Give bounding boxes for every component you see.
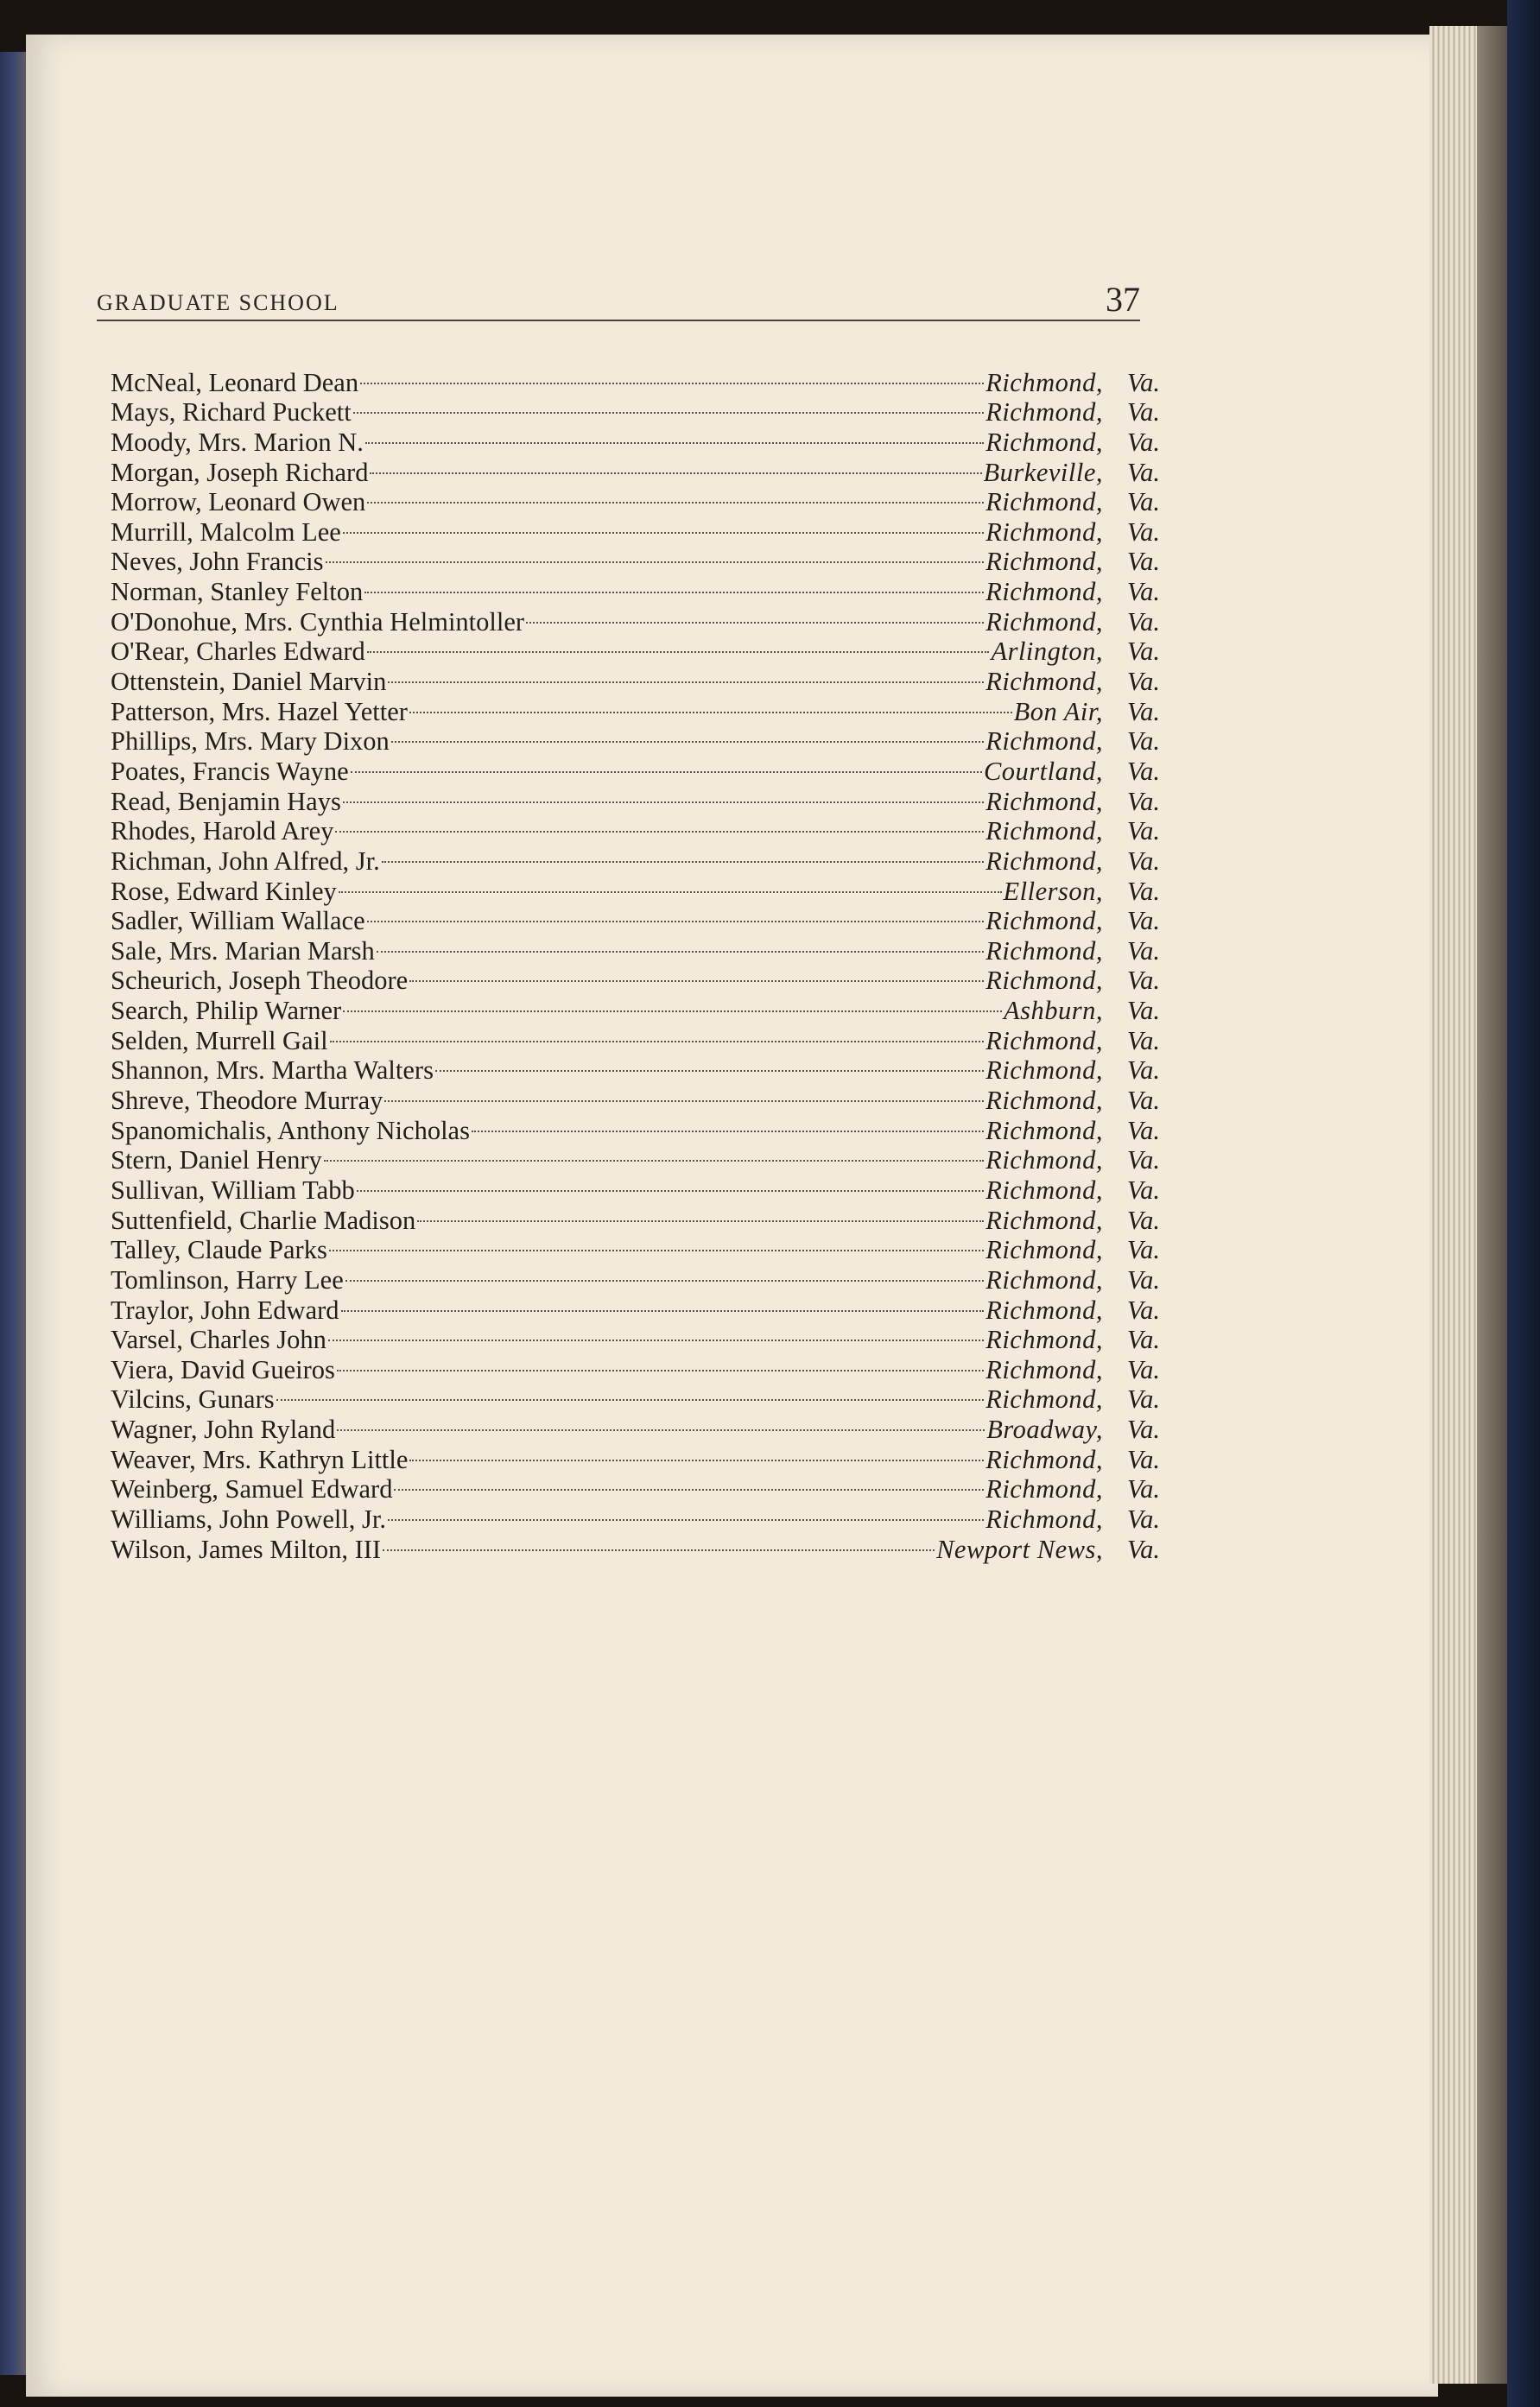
- hometown-city: Richmond,: [985, 1086, 1103, 1116]
- dot-leader: [333, 810, 985, 840]
- student-name: Mays, Richard Puckett: [111, 397, 352, 428]
- hometown-state: Va.: [1126, 1534, 1160, 1564]
- hometown-city: Richmond,: [985, 577, 1103, 607]
- hometown-state: Va.: [1126, 1474, 1160, 1504]
- student-name: Poates, Francis Wayne: [111, 756, 349, 786]
- dot-leader: [335, 1408, 986, 1438]
- student-name: Ottenstein, Daniel Marvin: [111, 667, 387, 697]
- dot-leader: [365, 481, 985, 511]
- hometown-city: Richmond,: [985, 1115, 1103, 1145]
- student-name: Spanomichalis, Anthony Nicholas: [111, 1115, 470, 1145]
- hometown-state: Va.: [1126, 1444, 1160, 1474]
- hometown-state: Va.: [1126, 726, 1160, 757]
- student-name: Phillips, Mrs. Mary Dixon: [111, 726, 390, 757]
- student-name: Wilson, James Milton, III: [111, 1534, 382, 1564]
- dot-leader: [375, 929, 985, 960]
- student-name: Morrow, Leonard Owen: [111, 487, 366, 517]
- hometown-city: Richmond,: [985, 935, 1103, 966]
- hometown-state: Va.: [1126, 577, 1160, 607]
- hometown-state: Va.: [1126, 397, 1160, 428]
- student-name: McNeal, Leonard Dean: [111, 367, 359, 397]
- hometown-state: Va.: [1126, 1235, 1160, 1265]
- student-name: Suttenfield, Charlie Madison: [111, 1205, 416, 1235]
- hometown-city: Ashburn,: [1004, 996, 1103, 1026]
- hometown-city: Richmond,: [985, 1444, 1103, 1474]
- hometown-state: Va.: [1126, 1504, 1160, 1534]
- hometown-city: Richmond,: [985, 516, 1103, 547]
- student-name: Traylor, John Edward: [111, 1295, 339, 1325]
- hometown-city: Richmond,: [985, 427, 1103, 457]
- hometown-city: Richmond,: [985, 1205, 1103, 1235]
- student-name: Moody, Mrs. Marion N.: [111, 427, 364, 457]
- dot-leader: [335, 1348, 985, 1378]
- student-name: Morgan, Joseph Richard: [111, 457, 369, 487]
- hometown-state: Va.: [1126, 966, 1160, 996]
- hometown-city: Richmond,: [985, 1325, 1103, 1355]
- hometown-state: Va.: [1126, 876, 1160, 906]
- student-name: Sullivan, William Tabb: [111, 1175, 355, 1205]
- student-name: Talley, Claude Parks: [111, 1235, 327, 1265]
- student-directory-list: [111, 361, 1160, 1564]
- student-name: Viera, David Gueiros: [111, 1354, 335, 1384]
- student-name: Williams, John Powell, Jr.: [111, 1504, 387, 1534]
- dot-leader: [380, 839, 985, 870]
- dot-leader: [408, 690, 1014, 720]
- hometown-state: Va.: [1126, 1055, 1160, 1086]
- student-name: Tomlinson, Harry Lee: [111, 1264, 344, 1295]
- hometown-state: Va.: [1126, 1205, 1160, 1235]
- dot-leader: [341, 989, 1004, 1019]
- dot-leader: [383, 1079, 985, 1109]
- dot-leader: [386, 1498, 985, 1528]
- dot-leader: [386, 660, 985, 690]
- student-name: O'Donohue, Mrs. Cynthia Helmintoller: [111, 606, 525, 637]
- directory-entry: [111, 361, 1160, 397]
- student-name: Sale, Mrs. Marian Marsh: [111, 935, 375, 966]
- student-name: Weinberg, Samuel Edward: [111, 1474, 393, 1504]
- dot-leader: [368, 451, 983, 481]
- student-name: Richman, John Alfred, Jr.: [111, 846, 380, 876]
- hometown-city: Richmond,: [985, 816, 1103, 846]
- hometown-city: Richmond,: [985, 397, 1103, 428]
- hometown-city: Richmond,: [985, 786, 1103, 816]
- hometown-city: Richmond,: [985, 547, 1103, 577]
- student-name: Varsel, Charles John: [111, 1325, 326, 1355]
- running-header: [97, 276, 1140, 320]
- hometown-city: Richmond,: [985, 1354, 1103, 1384]
- hometown-state: Va.: [1126, 1115, 1160, 1145]
- hometown-city: Richmond,: [985, 1145, 1103, 1175]
- hometown-city: Richmond,: [985, 726, 1103, 757]
- student-name: Rhodes, Harold Arey: [111, 816, 334, 846]
- hometown-state: Va.: [1126, 1415, 1160, 1445]
- hometown-city: Broadway,: [986, 1415, 1103, 1445]
- hometown-state: Va.: [1126, 1025, 1160, 1055]
- dot-leader: [337, 870, 1004, 900]
- student-name: Sadler, William Wallace: [111, 906, 365, 936]
- student-name: Stern, Daniel Henry: [111, 1145, 322, 1175]
- dot-leader: [392, 1468, 985, 1498]
- dot-leader: [390, 720, 985, 751]
- student-name: Scheurich, Joseph Theodore: [111, 966, 409, 996]
- dot-leader: [341, 510, 985, 541]
- student-name: Shannon, Mrs. Martha Walters: [111, 1055, 434, 1086]
- hometown-city: Richmond,: [985, 1295, 1103, 1325]
- hometown-city: Richmond,: [985, 606, 1103, 637]
- hometown-city: Bon Air,: [1013, 696, 1103, 726]
- section-title: GRADUATE SCHOOL: [97, 290, 339, 315]
- hometown-state: Va.: [1126, 1145, 1160, 1175]
- student-name: Murrill, Malcolm Lee: [111, 516, 341, 547]
- hometown-state: Va.: [1126, 696, 1160, 726]
- dot-leader: [408, 1438, 985, 1468]
- student-name: Shreve, Theodore Murray: [111, 1086, 383, 1116]
- hometown-city: Richmond,: [985, 1384, 1103, 1415]
- dot-leader: [363, 570, 985, 600]
- hometown-state: Va.: [1126, 516, 1160, 547]
- dot-leader: [349, 750, 984, 780]
- hometown-state: Va.: [1126, 935, 1160, 966]
- hometown-city: Richmond,: [985, 1025, 1103, 1055]
- student-name: Rose, Edward Kinley: [111, 876, 337, 906]
- hometown-state: Va.: [1126, 786, 1160, 816]
- dot-leader: [341, 780, 985, 810]
- dot-leader: [327, 1229, 985, 1259]
- hometown-state: Va.: [1126, 667, 1160, 697]
- hometown-state: Va.: [1126, 906, 1160, 936]
- page-number: 37: [1106, 280, 1140, 319]
- hometown-city: Richmond,: [985, 667, 1103, 697]
- student-name: Wagner, John Ryland: [111, 1415, 336, 1445]
- right-cover-edge: [1507, 0, 1540, 2407]
- hometown-city: Richmond,: [985, 1055, 1103, 1086]
- dot-leader: [381, 1528, 936, 1558]
- dot-leader: [352, 391, 986, 421]
- student-name: O'Rear, Charles Edward: [111, 637, 365, 667]
- student-name: Patterson, Mrs. Hazel Yetter: [111, 696, 408, 726]
- dot-leader: [365, 900, 986, 930]
- student-name: Selden, Murrell Gail: [111, 1025, 328, 1055]
- hometown-state: Va.: [1126, 756, 1160, 786]
- hometown-state: Va.: [1126, 427, 1160, 457]
- dot-leader: [355, 1169, 985, 1199]
- student-name: Norman, Stanley Felton: [111, 577, 364, 607]
- dot-leader: [524, 600, 985, 630]
- hometown-city: Richmond,: [985, 487, 1103, 517]
- dot-leader: [408, 960, 985, 990]
- hometown-state: Va.: [1126, 816, 1160, 846]
- student-name: Read, Benjamin Hays: [111, 786, 341, 816]
- header-rule: [97, 320, 1140, 321]
- hometown-city: Richmond,: [985, 1235, 1103, 1265]
- hometown-city: Arlington,: [991, 637, 1103, 667]
- dot-leader: [339, 1289, 986, 1319]
- student-name: Neves, John Francis: [111, 547, 324, 577]
- hometown-city: Richmond,: [985, 1504, 1103, 1534]
- hometown-city: Richmond,: [985, 1175, 1103, 1205]
- hometown-city: Courtland,: [983, 756, 1103, 786]
- hometown-state: Va.: [1126, 1264, 1160, 1295]
- hometown-city: Richmond,: [985, 1474, 1103, 1504]
- dot-leader: [328, 1019, 986, 1049]
- hometown-state: Va.: [1126, 846, 1160, 876]
- hometown-state: Va.: [1126, 367, 1160, 397]
- student-name: Vilcins, Gunars: [111, 1384, 275, 1415]
- hometown-city: Richmond,: [985, 906, 1103, 936]
- dot-leader: [470, 1109, 985, 1139]
- hometown-state: Va.: [1126, 457, 1160, 487]
- dot-leader: [434, 1049, 985, 1080]
- dot-leader: [275, 1378, 986, 1409]
- dot-leader: [365, 630, 992, 661]
- student-name: Search, Philip Warner: [111, 996, 342, 1026]
- hometown-state: Va.: [1126, 1354, 1160, 1384]
- hometown-city: Richmond,: [985, 846, 1103, 876]
- hometown-city: Richmond,: [985, 367, 1103, 397]
- dot-leader: [322, 1139, 985, 1169]
- dot-leader: [415, 1199, 985, 1229]
- hometown-state: Va.: [1126, 1384, 1160, 1415]
- hometown-state: Va.: [1126, 1175, 1160, 1205]
- dot-leader: [358, 361, 985, 391]
- dot-leader: [364, 421, 985, 451]
- hometown-city: Newport News,: [936, 1534, 1103, 1564]
- dot-leader: [326, 1319, 985, 1349]
- student-name: Weaver, Mrs. Kathryn Little: [111, 1444, 409, 1474]
- hometown-state: Va.: [1126, 996, 1160, 1026]
- hometown-state: Va.: [1126, 1295, 1160, 1325]
- hometown-state: Va.: [1126, 1086, 1160, 1116]
- hometown-state: Va.: [1126, 1325, 1160, 1355]
- dot-leader: [344, 1258, 985, 1289]
- hometown-state: Va.: [1126, 606, 1160, 637]
- hometown-state: Va.: [1126, 637, 1160, 667]
- hometown-state: Va.: [1126, 487, 1160, 517]
- hometown-state: Va.: [1126, 547, 1160, 577]
- hometown-city: Burkeville,: [983, 457, 1103, 487]
- hometown-city: Richmond,: [985, 966, 1103, 996]
- hometown-city: Ellerson,: [1003, 876, 1103, 906]
- hometown-city: Richmond,: [985, 1264, 1103, 1295]
- dot-leader: [324, 541, 986, 571]
- page-block-shadow: [1477, 26, 1507, 2384]
